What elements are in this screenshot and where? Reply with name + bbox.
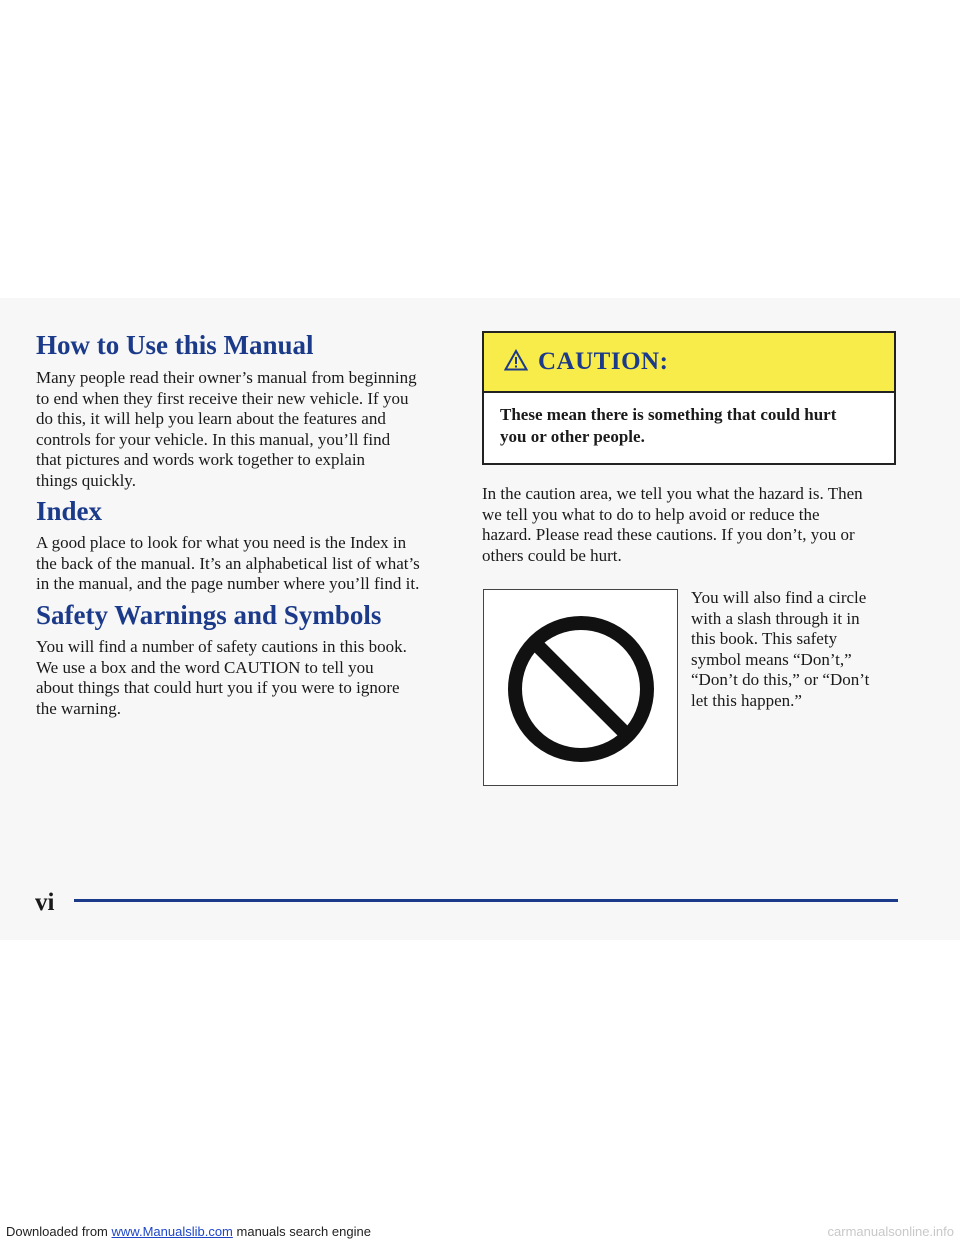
caution-title: CAUTION: (538, 348, 669, 375)
text-line: about things that could hurt you if you were to ignore (36, 678, 400, 697)
caution-message (484, 393, 894, 448)
safety-paragraph (36, 637, 407, 719)
text-line: Many people read their owner’s manual from beginning (36, 368, 417, 387)
text-line: to end when they first receive their new vehicle. If you (36, 388, 409, 408)
text-line: You will find a number of safety cautions in this book. (36, 637, 407, 656)
caution-header (484, 333, 894, 393)
no-symbol-illustration (483, 589, 678, 786)
prohibition-icon (502, 613, 660, 765)
text-line: the warning. (36, 698, 121, 718)
symbol-description (691, 588, 869, 711)
text-line: others could be hurt. (482, 545, 622, 565)
index-paragraph (36, 533, 420, 595)
warning-triangle-icon (504, 349, 528, 376)
text-line: controls for your vehicle. In this manual, you’ll find (36, 429, 391, 449)
text-line: These mean there is something that could hurt (500, 405, 837, 424)
text-line: with a slash through it in (691, 608, 860, 628)
text-line: In the caution area, we tell you what the hazard is. Then (482, 484, 863, 503)
download-credit (6, 1222, 371, 1242)
text-line: things quickly. (36, 470, 136, 490)
safety-heading: Safety Warnings and Symbols (36, 600, 382, 630)
page-number: vi (35, 889, 55, 916)
text-line: do this, it will help you learn about the features and (36, 409, 386, 428)
watermark: carmanualsonline.info (827, 1224, 954, 1239)
caution-box (482, 331, 896, 465)
footer-rule (74, 899, 898, 902)
download-suffix: manuals search engine (236, 1224, 371, 1239)
how-to-use-paragraph (36, 368, 417, 491)
caution-area-paragraph (482, 484, 863, 566)
text-line: in the manual, and the page number where you’ll find it. (36, 574, 420, 593)
text-line: let this happen.” (691, 690, 802, 710)
index-heading: Index (36, 496, 103, 526)
text-line: A good place to look for what you need is the Index in (36, 533, 407, 552)
how-to-use-heading: How to Use this Manual (36, 330, 314, 360)
text-line: We use a box and the word CAUTION to tell you (36, 657, 374, 677)
text-line: hazard. Please read these cautions. If you don’t, you or (482, 525, 855, 544)
text-line: you or other people. (500, 427, 645, 446)
manualslib-link[interactable]: www.Manualslib.com (111, 1224, 233, 1239)
download-prefix: Downloaded from (6, 1224, 108, 1239)
text-line: that pictures and words work together to explain (36, 450, 366, 469)
text-line: we tell you what to do to help avoid or reduce the (482, 504, 820, 524)
text-line: this book. This safety (691, 629, 838, 648)
text-line: You will also find a circle (691, 588, 867, 607)
text-line: the back of the manual. It’s an alphabetical list of what’s (36, 553, 420, 573)
text-line: “Don’t do this,” or “Don’t (691, 670, 870, 689)
text-line: symbol means “Don’t,” (691, 649, 852, 669)
footer-bar (0, 1222, 960, 1242)
